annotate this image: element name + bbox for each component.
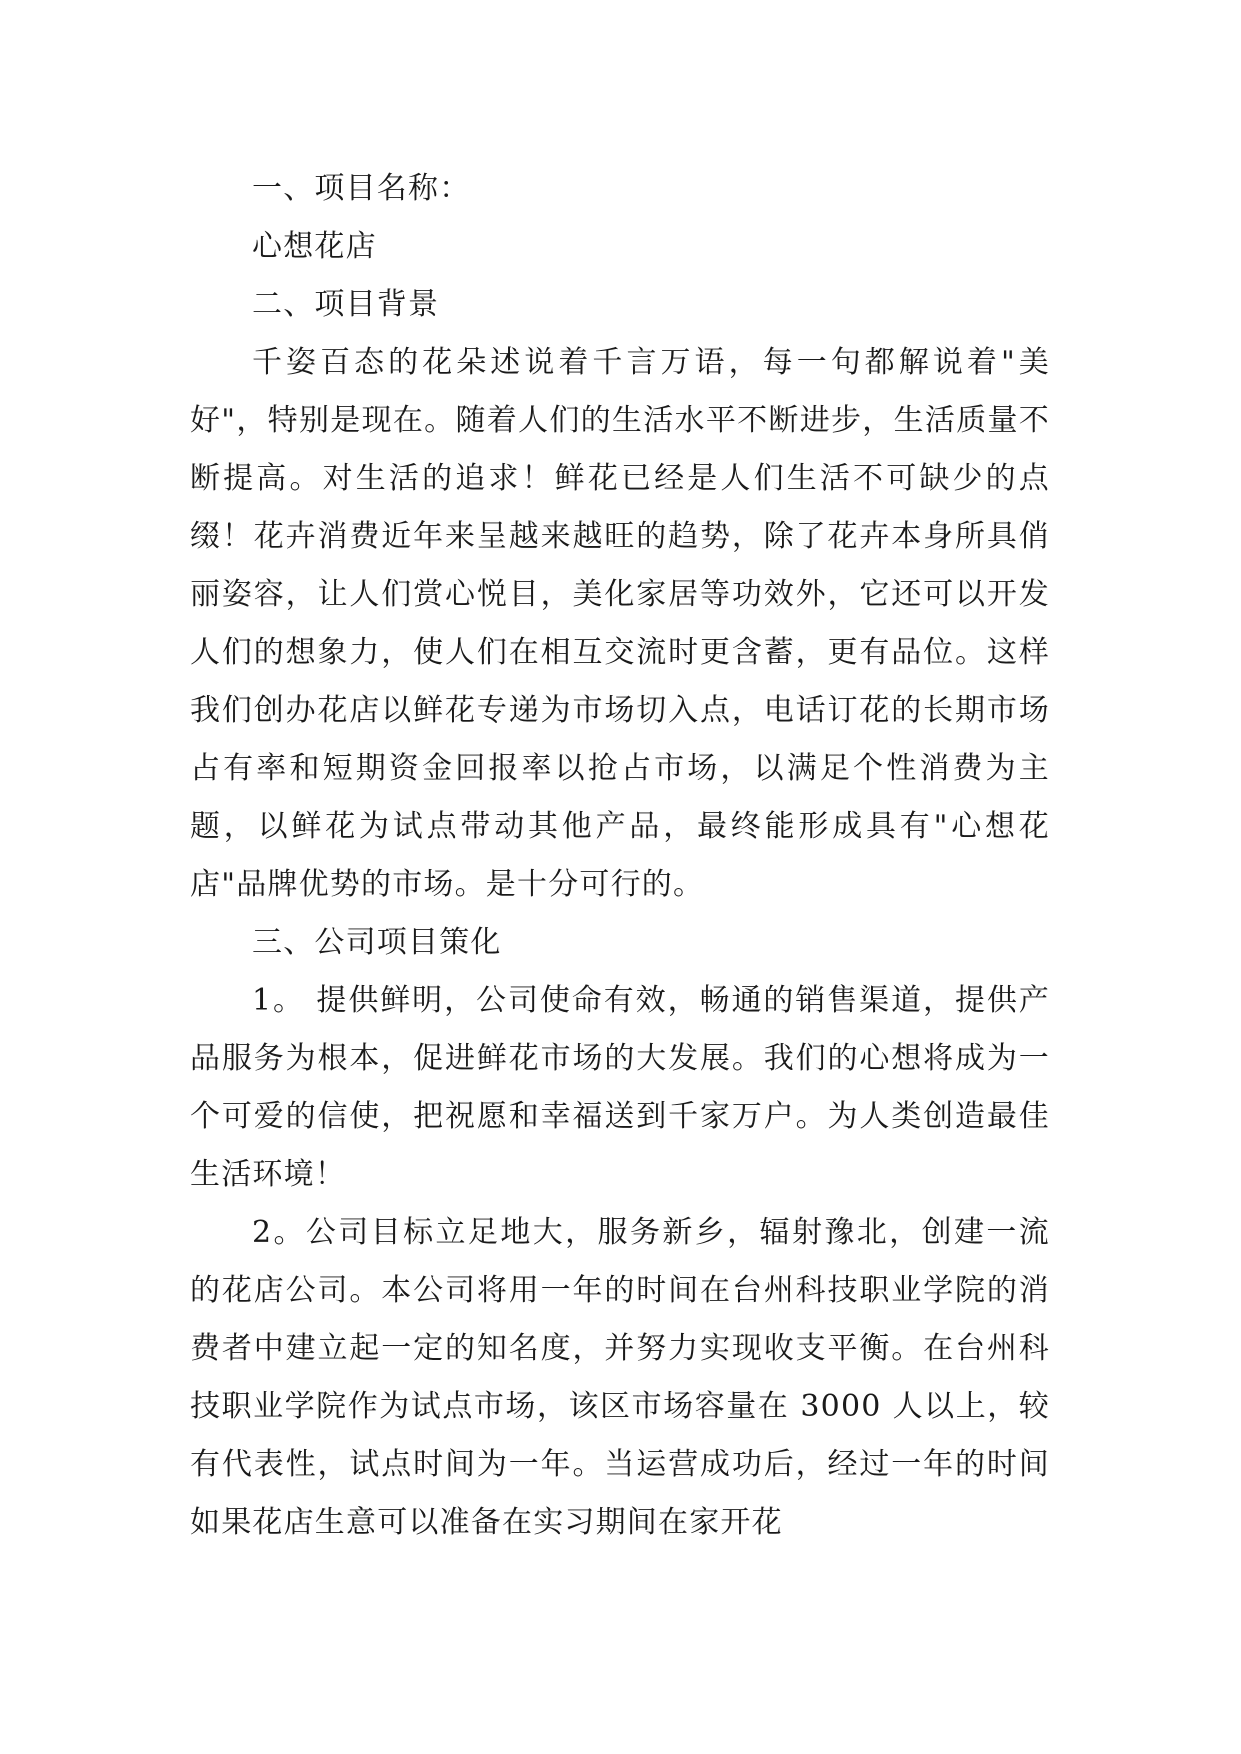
section-heading-background: 二、项目背景 <box>252 287 440 322</box>
section-heading-project-name: 一、项目名称： <box>252 171 471 206</box>
section-heading-planning: 三、公司项目策化 <box>252 925 502 960</box>
document-page <box>190 160 1050 1552</box>
planning-item-2: 2。公司目标立足地大，服务新乡，辐射豫北，创建一流的花店公司。本公司将用一年的时间在台州科技职业学院的消费者中建立起一定的知名度，并努力实现收支平衡。在台州科技职业学院作为试点市场，该区市场容量在 3000 人以上，较有代表性，试点时间为一年。当运营成功后，经过一年的时间如果花店生意可以准备在实习期间在家开花 <box>190 1215 1050 1540</box>
project-name-text: 心想花店 <box>252 229 377 264</box>
background-paragraph: 千姿百态的花朵述说着千言万语，每一句都解说着"美好"，特别是现在。随着人们的生活水平不断进步，生活质量不断提高。对生活的追求！鲜花已经是人们生活不可缺少的点缀！花卉消费近年来呈越来越旺的趋势，除了花卉本身所具俏丽姿容，让人们赏心悦目，美化家居等功效外，它还可以开发人们的想象力，使人们在相互交流时更含蓄，更有品位。这样我们创办花店以鲜花专递为市场切入点，电话订花的长期市场占有率和短期资金回报率以抢占市场，以满足个性消费为主题，以鲜花为试点带动其他产品，最终能形成具有"心想花店"品牌优势的市场。是十分可行的。 <box>190 345 1050 902</box>
planning-item-1: 1。 提供鲜明，公司使命有效，畅通的销售渠道，提供产品服务为根本，促进鲜花市场的大发展。我们的心想将成为一个可爱的信使，把祝愿和幸福送到千家万户。为人类创造最佳生活环境！ <box>190 983 1050 1192</box>
